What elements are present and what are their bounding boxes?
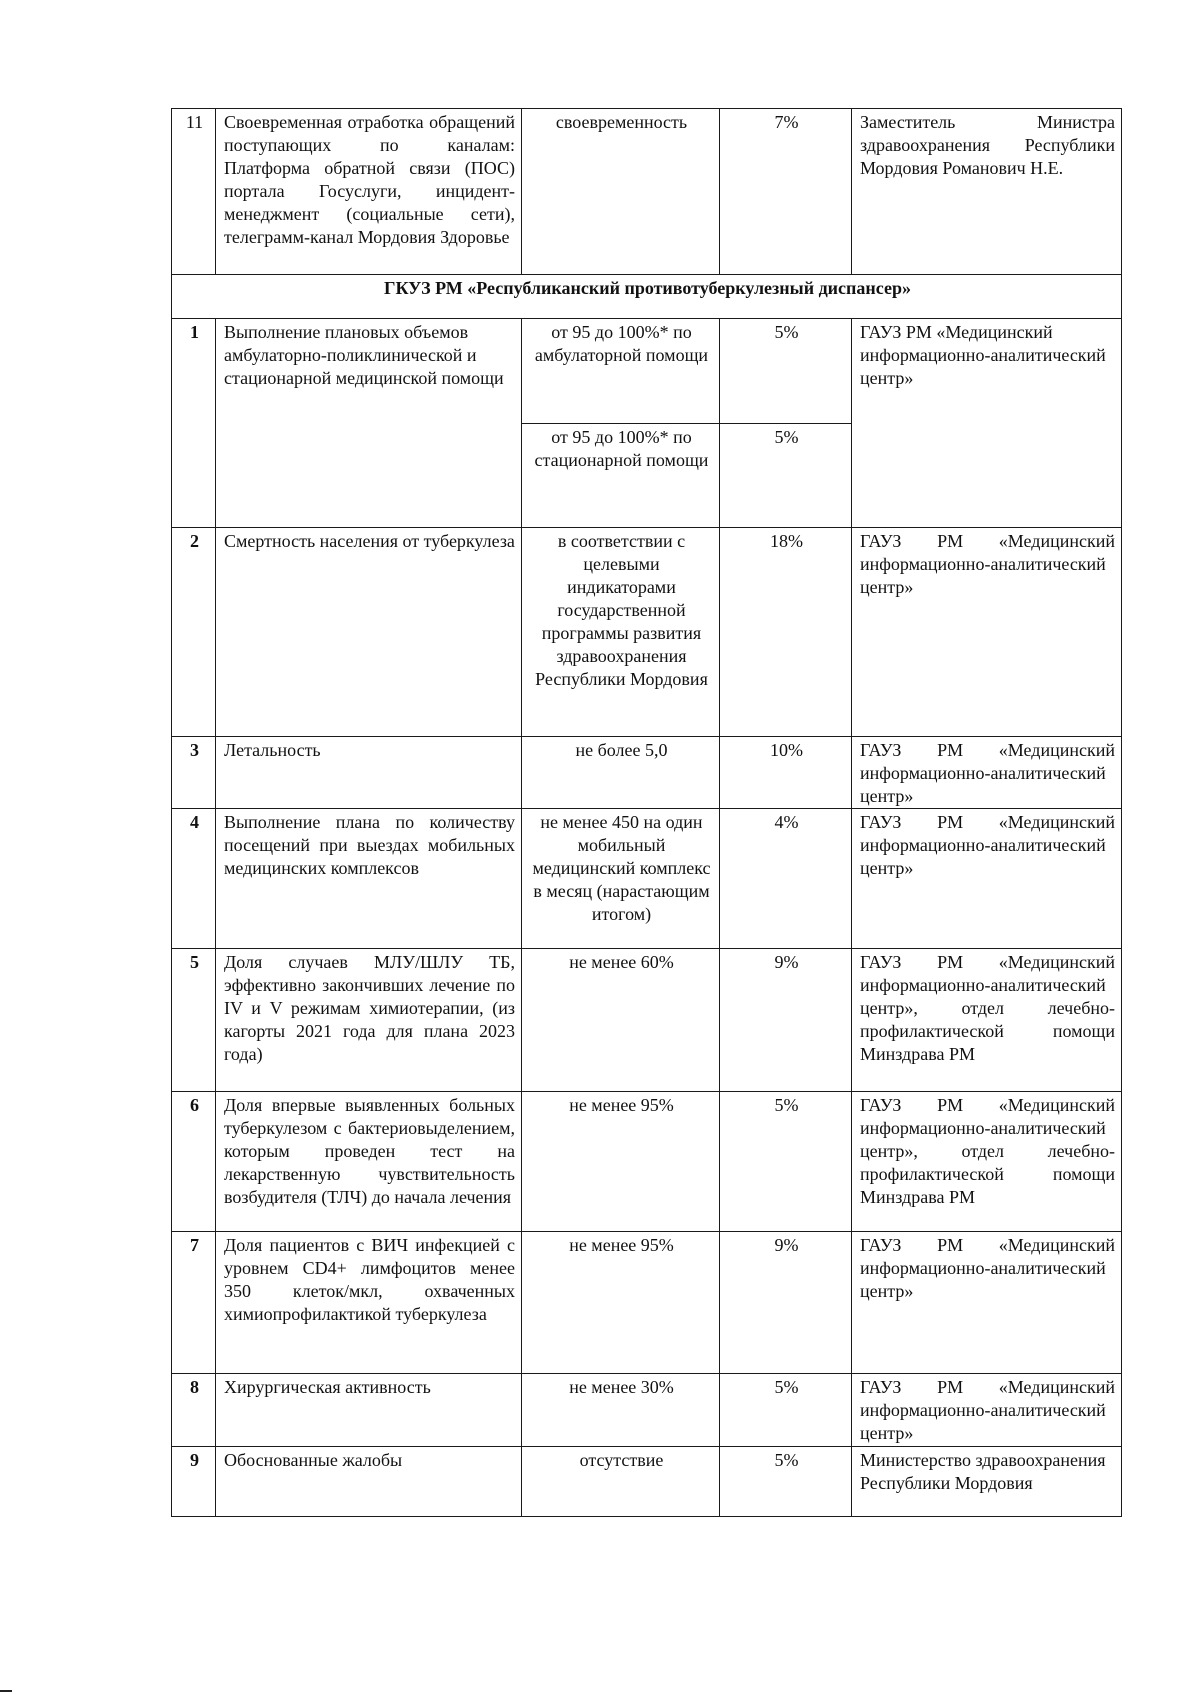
row-number: 6 [172, 1092, 216, 1232]
responsible-cell: ГАУЗ РМ «Медицинский информационно-аналитический центр» [852, 1374, 1122, 1447]
row-number: 5 [172, 949, 216, 1092]
row-number: 3 [172, 737, 216, 809]
table-row [172, 737, 1122, 809]
weight-cell: 5% [720, 319, 852, 424]
target-value-cell: не менее 95% [522, 1232, 720, 1374]
target-value-cell: от 95 до 100%* по амбулаторной помощи [522, 319, 720, 424]
responsible-cell: ГАУЗ РМ «Медицинский информационно-аналитический центр» [852, 528, 1122, 737]
indicator-cell: Летальность [216, 737, 522, 809]
row-number: 7 [172, 1232, 216, 1374]
table-row [172, 1447, 1122, 1517]
weight-cell: 5% [720, 1447, 852, 1517]
responsible-cell: ГАУЗ РМ «Медицинский информационно-аналитический центр», отдел лечебно-профилактической помощи Минздрава РМ [852, 1092, 1122, 1232]
responsible-cell: ГАУЗ РМ «Медицинский информационно-аналитический центр» [852, 737, 1122, 809]
indicator-cell: Доля пациентов с ВИЧ инфекцией с уровнем CD4+ лимфоцитов менее 350 клеток/мкл, охваченных химиопрофилактикой туберкулеза [216, 1232, 522, 1374]
weight-cell: 5% [720, 424, 852, 528]
table-row [172, 1232, 1122, 1374]
indicator-cell: Доля случаев МЛУ/ШЛУ ТБ, эффективно закончивших лечение по IV и V режимам химиотерапии, (из кагорты 2021 года для плана 2023 года) [216, 949, 522, 1092]
indicator-cell: Смертность населения от туберкулеза [216, 528, 522, 737]
row-number: 4 [172, 809, 216, 949]
row-number: 1 [172, 319, 216, 528]
target-value-cell: не менее 450 на один мобильный медицинский комплекс в месяц (нарастающим итогом) [522, 809, 720, 949]
target-value-cell: в соответствии с целевыми индикаторами государственной программы развития здравоохранения Республики Мордовия [522, 528, 720, 737]
target-value-cell: не менее 60% [522, 949, 720, 1092]
section-title: ГКУЗ РМ «Республиканский противотуберкулезный диспансер» [172, 275, 1122, 319]
indicator-cell: Выполнение плановых объемов амбулаторно-поликлинической и стационарной медицинской помощи [216, 319, 522, 528]
responsible-cell: ГАУЗ РМ «Медицинский информационно-аналитический центр» [852, 809, 1122, 949]
responsible-cell: Министерство здравоохранения Республики Мордовия [852, 1447, 1122, 1517]
responsible-cell: Заместитель Министра здравоохранения Республики Мордовия Романович Н.Е. [852, 109, 1122, 275]
row-number: 11 [172, 109, 216, 275]
weight-cell: 5% [720, 1374, 852, 1447]
indicator-cell: Обоснованные жалобы [216, 1447, 522, 1517]
weight-cell: 7% [720, 109, 852, 275]
weight-cell: 9% [720, 949, 852, 1092]
row-number: 9 [172, 1447, 216, 1517]
table-row [172, 319, 1122, 424]
indicator-cell: Доля впервые выявленных больных туберкулезом с бактериовыделением, которым проведен тест на лекарственную чувствительность возбудителя (ТЛЧ) до начала лечения [216, 1092, 522, 1232]
table-row [172, 1374, 1122, 1447]
table-row [172, 1092, 1122, 1232]
weight-cell: 18% [720, 528, 852, 737]
scan-mark [0, 1690, 12, 1692]
row-number: 8 [172, 1374, 216, 1447]
weight-cell: 4% [720, 809, 852, 949]
weight-cell: 5% [720, 1092, 852, 1232]
target-value-cell: не менее 95% [522, 1092, 720, 1232]
indicator-cell: Хирургическая активность [216, 1374, 522, 1447]
target-value-cell: отсутствие [522, 1447, 720, 1517]
indicator-cell: Выполнение плана по количеству посещений при выездах мобильных медицинских комплексов [216, 809, 522, 949]
target-value-cell: не более 5,0 [522, 737, 720, 809]
responsible-cell: ГАУЗ РМ «Медицинский информационно-аналитический центр» [852, 319, 1122, 528]
weight-cell: 9% [720, 1232, 852, 1374]
row-number: 2 [172, 528, 216, 737]
table-row [172, 109, 1122, 275]
indicator-cell: Своевременная отработка обращений поступающих по каналам: Платформа обратной связи (ПОС) портала Госуслуги, инцидент-менеджмент (социальные сети), телеграмм-канал Мордовия Здоровье [216, 109, 522, 275]
section-header-row [172, 275, 1122, 319]
document-table [171, 108, 1122, 1517]
table-row [172, 528, 1122, 737]
responsible-cell: ГАУЗ РМ «Медицинский информационно-аналитический центр» [852, 1232, 1122, 1374]
table-row [172, 949, 1122, 1092]
target-value-cell: своевременность [522, 109, 720, 275]
weight-cell: 10% [720, 737, 852, 809]
responsible-cell: ГАУЗ РМ «Медицинский информационно-аналитический центр», отдел лечебно-профилактической помощи Минздрава РМ [852, 949, 1122, 1092]
target-value-cell: не менее 30% [522, 1374, 720, 1447]
table-row [172, 809, 1122, 949]
target-value-cell: от 95 до 100%* по стационарной помощи [522, 424, 720, 528]
